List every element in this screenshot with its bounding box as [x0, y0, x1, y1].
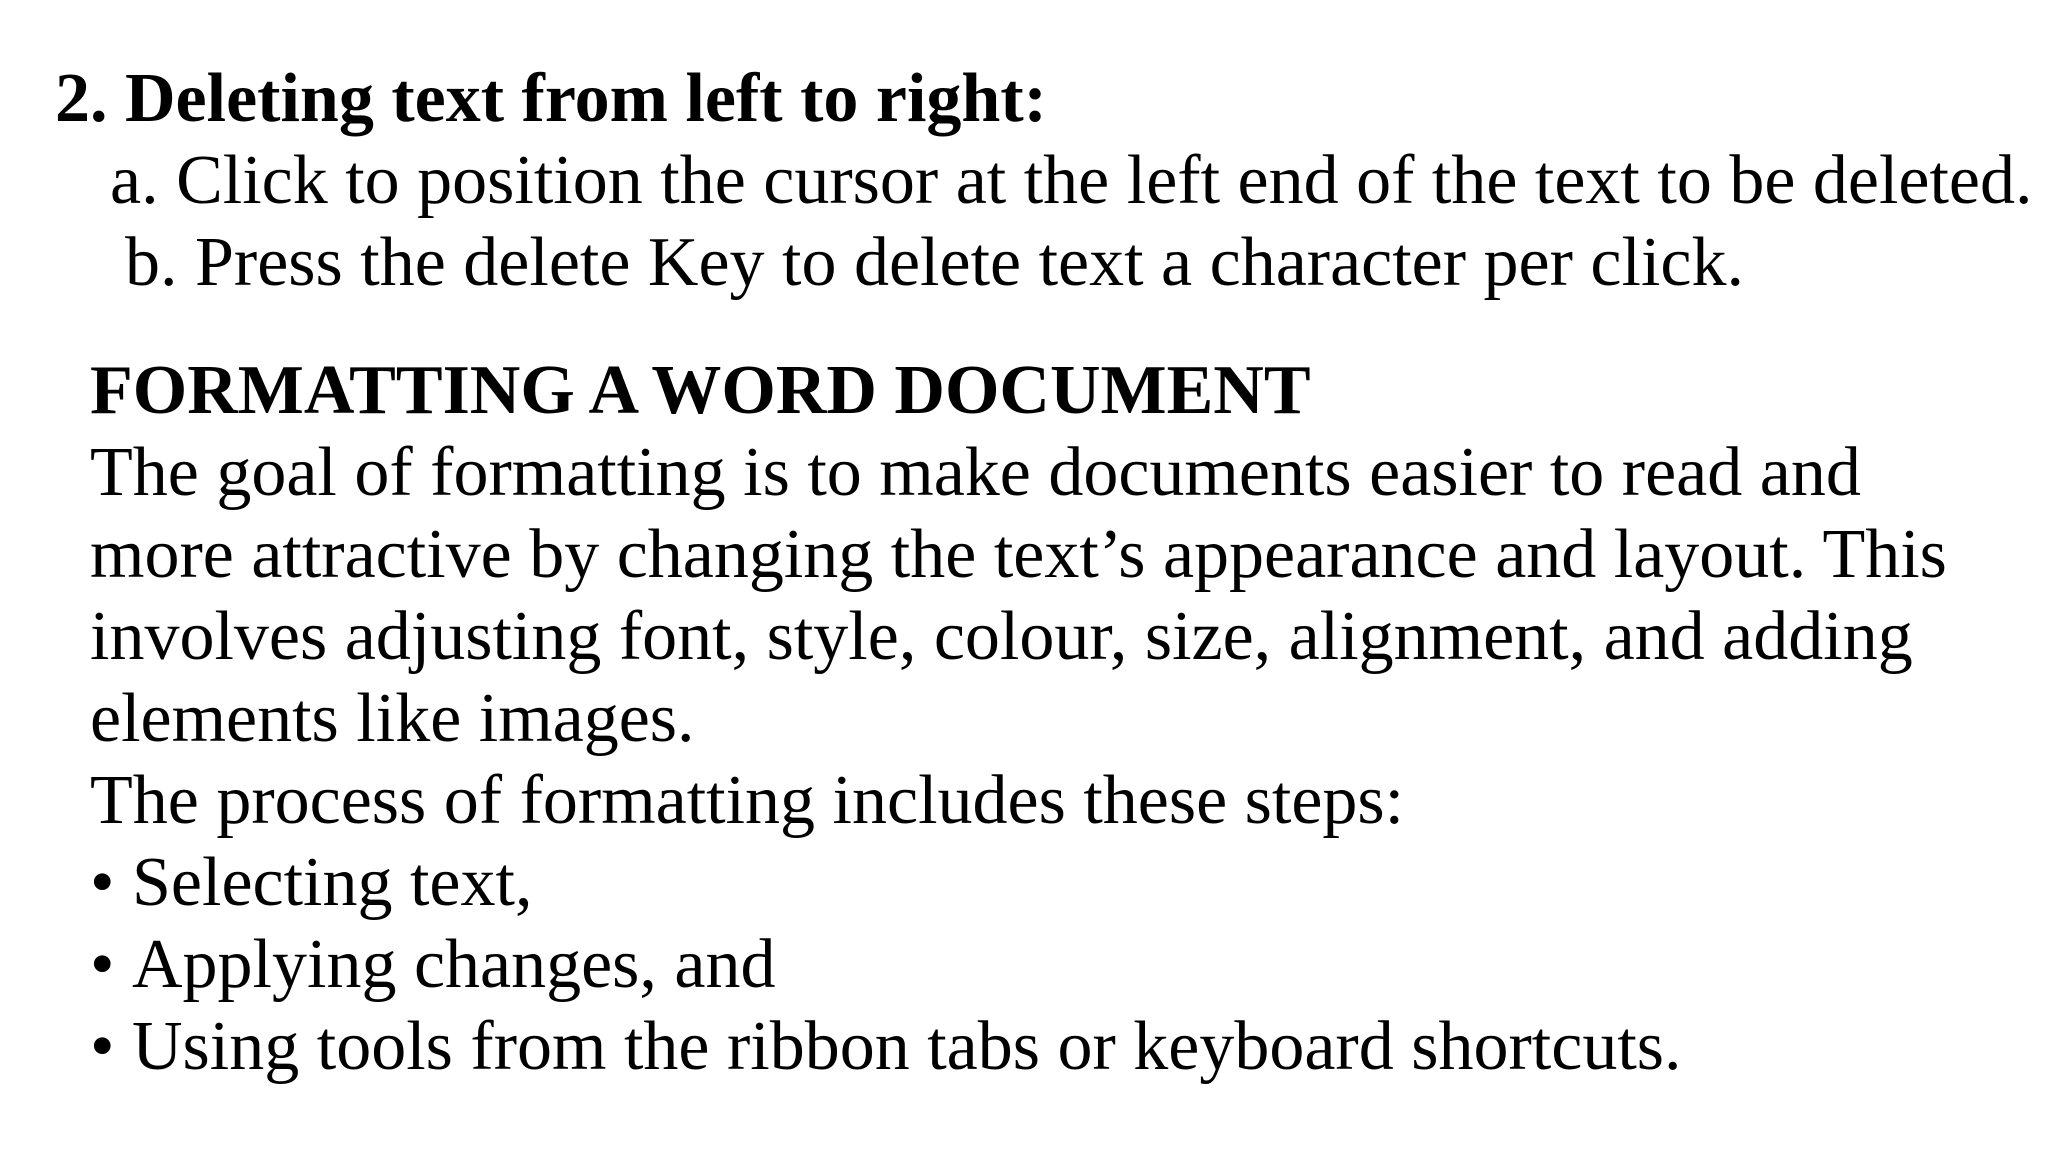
paragraph-line-2: more attractive by changing the text’s appearance and layout. This: [90, 516, 1947, 593]
step-b-text: b. Press the delete Key to delete text a character per click.: [125, 224, 1744, 301]
formatting-heading: FORMATTING A WORD DOCUMENT: [90, 352, 1311, 429]
paragraph-line-4: elements like images.: [90, 680, 695, 757]
bullet-icon: •: [90, 844, 115, 921]
list-item-text: Selecting text,: [132, 844, 533, 921]
list-item-text: Using tools from the ribbon tabs or keyboard shortcuts.: [132, 1008, 1682, 1085]
paragraph-line-3: involves adjusting font, style, colour, size, alignment, and adding: [90, 598, 1913, 675]
list-item-text: Applying changes, and: [132, 926, 776, 1003]
bullet-icon: •: [90, 926, 115, 1003]
section-heading-deleting: 2. Deleting text from left to right:: [55, 60, 1047, 137]
list-item: [90, 1006, 1682, 1088]
process-intro: The process of formatting includes these steps:: [90, 762, 1405, 839]
step-a-text: a. Click to position the cursor at the left end of the text to be deleted.: [110, 142, 2033, 219]
list-item: [90, 924, 775, 1006]
paragraph-line-1: The goal of formatting is to make documents easier to read and: [90, 434, 1861, 511]
list-item: [90, 842, 532, 924]
bullet-icon: •: [90, 1008, 115, 1085]
